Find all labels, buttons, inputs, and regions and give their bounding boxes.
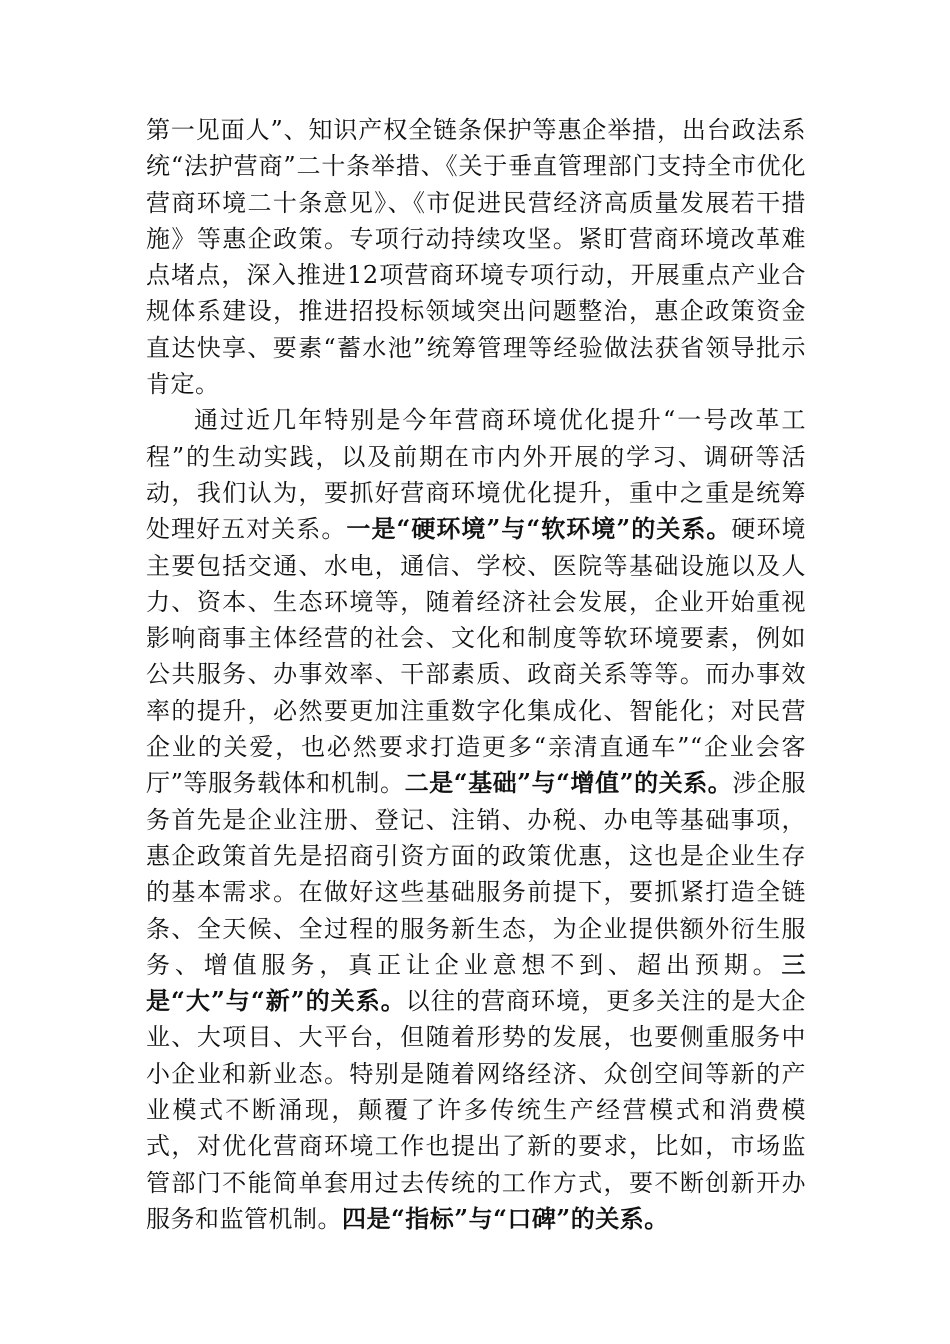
heading-run-3: 三是“大”与“新”的关系。	[146, 949, 806, 1016]
text-run: 通过近几年特别是今年营商环境优化提升“一号改革工程”的生动实践，以及前期在市内外开展的学习、调研等活动，我们认为，要抓好营商环境优化提升，重中之重是统筹处理好五对关系。	[146, 406, 806, 544]
paragraph-1	[146, 112, 806, 402]
paragraph-2	[146, 402, 806, 1237]
text-run: 以往的营商环境，更多关注的是大企业、大项目、大平台，但随着形势的发展，也要侧重服务中小企业和新业态。特别是随着网络经济、众创空间等新的产业模式不断涌现，颠覆了许多传统生产经营模式和消费模式，对优化营商环境工作也提出了新的要求，比如，市场监管部门不能简单套用过去传统的工作方式，要不断创新开办服务和监管机制。	[146, 987, 807, 1233]
heading-run-4: 四是“指标”与“口碑”的关系。	[342, 1203, 669, 1233]
text-run: 硬环境主要包括交通、水电，通信、学校、医院等基础设施以及人力、资本、生态环境等，随着经济社会发展，企业开始重视影响商事主体经营的社会、文化和制度等软环境要素，例如公共服务、办事效率、干部素质、政商关系等等。而办事效率的提升，必然要更加注重数字化集成化、智能化；对民营企业的关爱，也必然要求打造更多“亲清直通车”“企业会客厅”等服务载体和机制。	[146, 515, 807, 798]
heading-run-2: 二是“基础”与“增值”的关系。	[404, 768, 733, 798]
text-run: 第一见面人”、知识产权全链条保护等惠企举措，出台政法系统“法护营商”二十条举措、《关于垂直管理部门支持全市优化营商环境二十条意见》、《市促进民营经济高质量发展若干措施》等惠企政策。专项行动持续攻坚。紧盯营商环境改革难点堵点，深入推进12项营商环境专项行动，开展重点产业合规体系建设，推进招投标领域突出问题整治，惠企政策资金直达快享、要素“蓄水池”统筹管理等经验做法获省领导批示肯定。	[146, 116, 806, 399]
text-run: 涉企服务首先是企业注册、登记、注销、办税、办电等基础事项，惠企政策首先是招商引资方面的政策优惠，这也是企业生存的基本需求。在做好这些基础服务前提下，要抓紧打造全链条、全天候、全过程的服务新生态，为企业提供额外衍生服务、增值服务，真正让企业意想不到、超出预期。	[146, 769, 807, 979]
document-body	[146, 112, 806, 1237]
heading-run-1: 一是“硬环境”与“软环境”的关系。	[346, 514, 732, 544]
